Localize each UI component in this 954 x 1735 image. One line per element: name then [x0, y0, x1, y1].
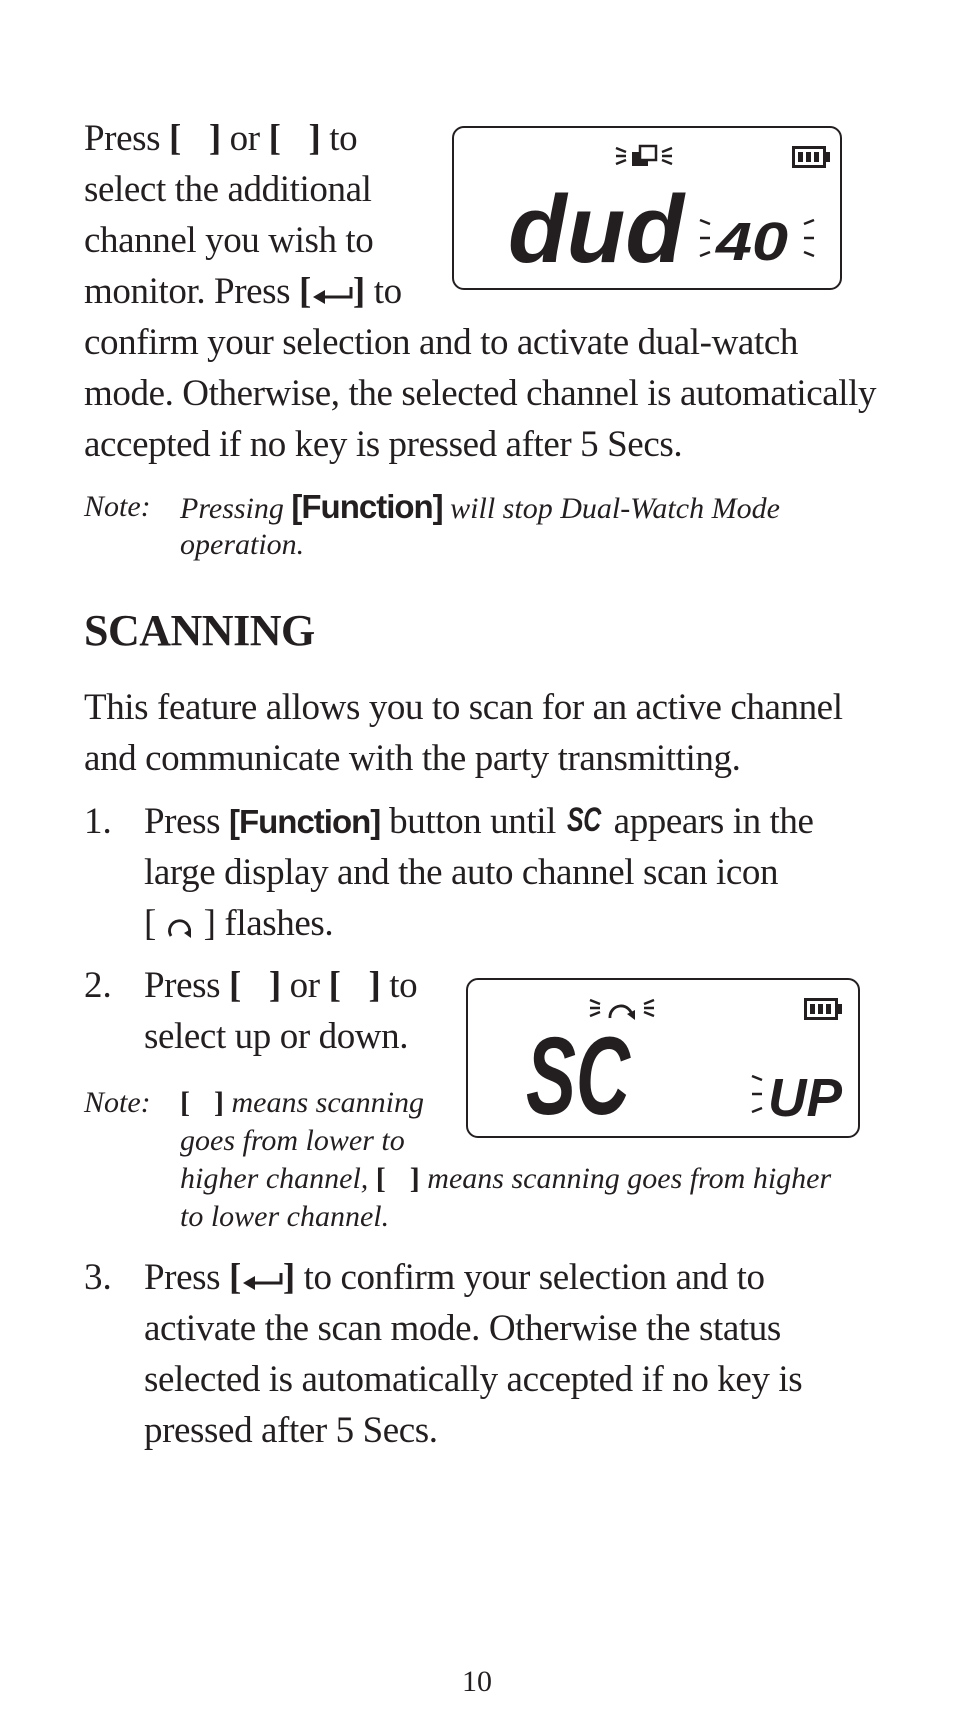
dual-watch-note-line-2: operation. — [180, 528, 305, 561]
scanning-intro-line-2: and communicate with the party transmitting. — [84, 738, 741, 779]
dual-watch-line-3: channel you wish to — [84, 220, 374, 261]
step-1-number: 1. — [84, 801, 112, 842]
step-1-line-2: large display and the auto channel scan icon — [144, 852, 779, 893]
scanning-intro-line-1: This feature allows you to scan for an active channel — [84, 687, 843, 728]
step-2-line-1: Press [ ] or [ ] to — [144, 965, 418, 1006]
page-number: 10 — [462, 1665, 492, 1698]
step-3-line-3: selected is automatically accepted if no key is — [144, 1359, 803, 1400]
scan-note-line-4: to lower channel. — [180, 1200, 390, 1233]
scan-note-line-2: goes from lower to — [180, 1124, 405, 1157]
lcd-display-dual-watch — [452, 126, 842, 290]
step-1-line-3: [ ] flashes. — [144, 903, 334, 944]
lcd-small-segments-direction — [750, 1068, 856, 1128]
section-heading-scanning: SCANNING — [84, 606, 315, 655]
dual-watch-icon — [614, 142, 684, 172]
step-3-line-2: activate the scan mode. Otherwise the status — [144, 1308, 781, 1349]
scan-note-line-1: [ ] means scanning — [180, 1086, 424, 1119]
step-2-line-2: select up or down. — [144, 1016, 409, 1057]
scan-note-label: Note: — [84, 1086, 151, 1119]
dual-watch-note-label: Note: — [84, 490, 151, 523]
dual-watch-line-6: mode. Otherwise, the selected channel is automatically — [84, 373, 877, 414]
sc-segment-icon — [565, 801, 605, 837]
battery-icon-scan — [804, 998, 844, 1020]
lcd-small-segments-channel — [698, 212, 818, 272]
scan-note-line-3: higher channel, [ ] means scanning goes from higher — [180, 1162, 832, 1195]
dual-watch-line-7: accepted if no key is pressed after 5 Secs. — [84, 424, 683, 465]
lcd-display-scan — [466, 978, 860, 1138]
enter-arrow-icon-step3 — [241, 1269, 283, 1293]
battery-icon — [792, 146, 832, 168]
step-1-line-1: Press [Function] button until SC appears in the — [144, 800, 814, 842]
svg-text:SC: SC — [566, 800, 602, 839]
step-3-line-4: pressed after 5 Secs. — [144, 1410, 438, 1451]
dual-watch-note-line-1: Pressing [Function] will stop Dual-Watch Mode — [180, 488, 780, 525]
dual-watch-line-4: monitor. Press [ ] to — [84, 271, 402, 312]
dual-watch-line-2: select the additional — [84, 169, 372, 210]
svg-text:40: 40 — [714, 212, 788, 272]
auto-scan-icon — [165, 912, 195, 942]
lcd-large-segments-dud — [508, 176, 688, 283]
step-3-line-1: Press [ ] to confirm your selection and to — [144, 1257, 765, 1298]
step-2-number: 2. — [84, 965, 112, 1006]
svg-text:UP: UP — [768, 1068, 843, 1128]
step-3-number: 3. — [84, 1257, 112, 1298]
enter-arrow-icon — [311, 283, 353, 307]
dual-watch-line-5: confirm your selection and to activate dual-watch — [84, 322, 798, 363]
svg-text:dud: dud — [508, 176, 687, 283]
lcd-large-segments-sc — [526, 1015, 636, 1138]
dual-watch-line-1: Press [ ] or [ ] to — [84, 118, 358, 159]
svg-text:SC: SC — [526, 1015, 632, 1138]
